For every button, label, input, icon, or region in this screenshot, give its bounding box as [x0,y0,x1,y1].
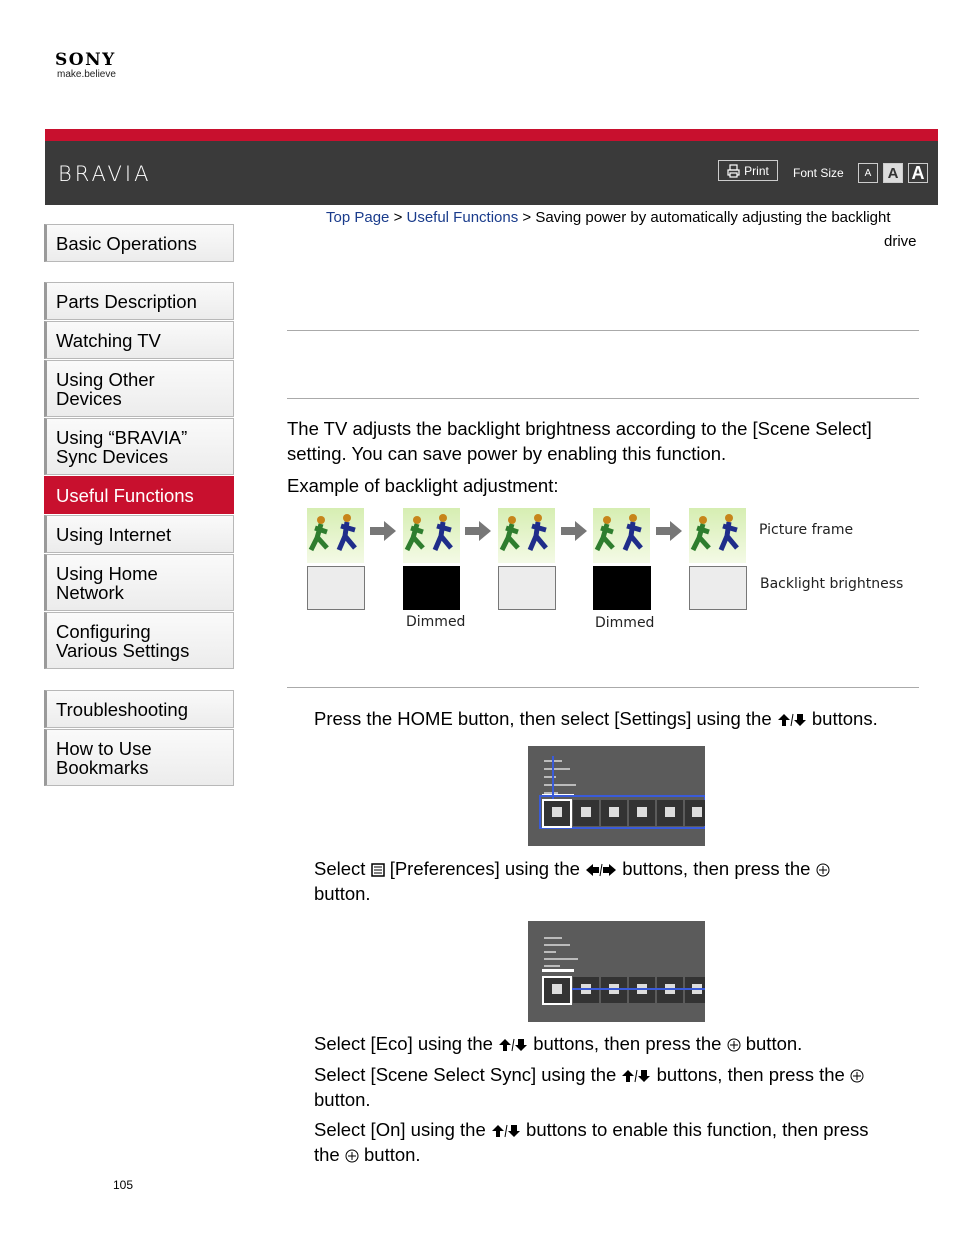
dimmed-label: Dimmed [595,615,655,631]
step-4-continued: button. [314,1089,371,1110]
step-1-text-end: buttons. [811,708,878,729]
sidebar-item-basic-operations[interactable]: Basic Operations [44,224,234,262]
intro-line-1: The TV adjusts the backlight brightness according to the [Scene Select] [287,418,872,439]
divider [287,398,919,399]
tagline: make.believe [57,69,116,80]
intro-line-2: setting. You can save power by enabling this function. [287,443,727,464]
picture-frame-image [307,508,364,563]
font-small-button[interactable]: A [858,163,878,183]
sidebar-item-label: Using Home Network [56,562,158,603]
sidebar-item-configuring-settings[interactable] [44,612,234,669]
step-5-text-c: the [314,1144,340,1165]
step-3 [314,1031,802,1056]
step-5 [314,1117,869,1142]
picture-frame-image [403,508,460,563]
header-accent-bar [45,129,938,141]
breadcrumb-top-page[interactable]: Top Page [326,209,390,226]
step-1 [314,706,878,731]
sony-logo: SONY [55,50,116,70]
font-medium-button[interactable]: A [883,163,903,183]
font-large-button[interactable]: A [908,163,928,183]
sidebar-item-using-home-network[interactable] [44,554,234,611]
arrow-right-icon [465,520,491,542]
breadcrumb [326,209,891,226]
print-button[interactable] [718,160,778,181]
breadcrumb-current-continued: drive [884,233,917,250]
step-4 [314,1062,864,1087]
step-3-text-c: button. [745,1033,803,1054]
step-1-text: Press the HOME button, then select [Settings] using the [314,708,772,729]
arrow-right-icon [656,520,682,542]
up-down-arrows-icon [491,1124,521,1138]
arrow-right-icon [561,520,587,542]
preferences-menu-screenshot [528,921,705,1022]
dimmed-label: Dimmed [406,614,466,630]
backlight-dimmed-box [403,566,460,610]
up-down-arrows-icon [777,713,807,727]
sidebar-item-useful-functions[interactable]: Useful Functions [44,476,234,514]
sidebar-item-label: Configuring Various Settings [56,620,190,661]
divider [287,687,919,688]
sidebar-item-troubleshooting[interactable]: Troubleshooting [44,690,234,728]
up-down-arrows-icon [498,1038,528,1052]
sidebar-item-label: Using “BRAVIA” Sync Devices [56,426,188,467]
enter-button-icon [345,1149,359,1163]
step-2-text: Select [314,858,366,879]
sidebar-item-label: How to Use Bookmarks [56,737,152,778]
print-label: Print [744,163,769,178]
step-3-text: Select [Eco] using the [314,1033,493,1054]
backlight-bright-box [307,566,365,610]
sidebar-item-using-other-devices[interactable] [44,360,234,417]
left-right-arrows-icon [585,863,617,877]
sidebar-item-bravia-sync[interactable] [44,418,234,475]
breadcrumb-separator: > [522,209,532,226]
step-2 [314,856,830,881]
font-size-label: Font Size [793,166,844,180]
picture-frame-image [498,508,555,563]
step-5-continued [314,1142,421,1167]
preferences-icon [371,863,385,877]
divider [287,330,919,331]
picture-frame-image [593,508,650,563]
enter-button-icon [816,863,830,877]
breadcrumb-useful-functions[interactable]: Useful Functions [406,209,519,226]
arrow-right-icon [370,520,396,542]
step-5-text: Select [On] using the [314,1119,486,1140]
enter-button-icon [727,1038,741,1052]
sidebar-item-using-internet[interactable]: Using Internet [44,515,234,553]
page-number: 105 [113,1178,134,1192]
step-3-text-b: buttons, then press the [533,1033,722,1054]
bravia-logo: BRAVIA [58,162,152,186]
sidebar-item-label: Using Other Devices [56,368,155,409]
sidebar-item-bookmarks[interactable] [44,729,234,786]
breadcrumb-separator: > [393,209,403,226]
step-5-text-b: buttons to enable this function, then press [526,1119,869,1140]
step-4-text-b: buttons, then press the [656,1064,845,1085]
settings-menu-screenshot [528,746,705,846]
backlight-dimmed-box [593,566,651,610]
picture-frame-label: Picture frame [759,522,854,538]
step-4-text: Select [Scene Select Sync] using the [314,1064,617,1085]
picture-frame-image [689,508,746,563]
step-2-text-c: buttons, then press the [622,858,811,879]
print-icon [727,164,740,178]
example-heading: Example of backlight adjustment: [287,475,559,496]
backlight-bright-box [689,566,747,610]
backlight-brightness-label: Backlight brightness [760,576,904,592]
step-2-text-b: [Preferences] using the [389,858,580,879]
breadcrumb-current: Saving power by automatically adjusting the backlight [535,209,891,226]
up-down-arrows-icon [621,1069,651,1083]
backlight-bright-box [498,566,556,610]
enter-button-icon [850,1069,864,1083]
sidebar-item-watching-tv[interactable]: Watching TV [44,321,234,359]
sidebar-item-parts-description[interactable]: Parts Description [44,282,234,320]
step-2-continued: button. [314,883,371,904]
step-5-text-d: button. [364,1144,421,1165]
